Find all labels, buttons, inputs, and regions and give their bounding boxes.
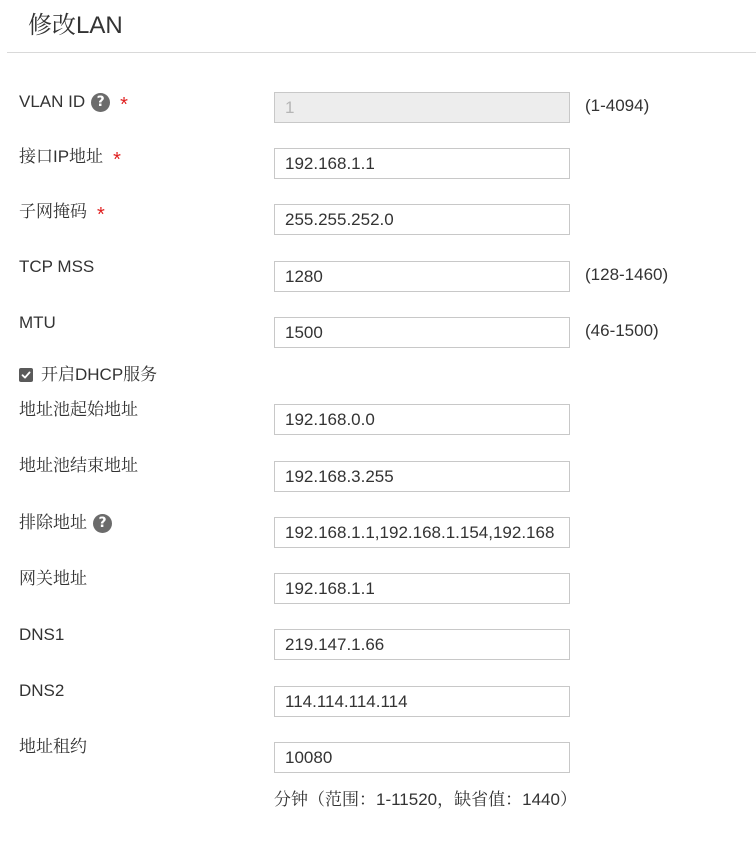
dns2-label-text: DNS2 <box>19 681 65 700</box>
vlan-id-input <box>274 92 570 123</box>
mtu-label-text: MTU <box>19 313 56 332</box>
dhcp-checkbox-row[interactable] <box>19 364 157 386</box>
vlan-id-label-text: VLAN ID <box>19 92 86 111</box>
question-circle-icon[interactable]: ? <box>91 93 110 112</box>
pool-end-label <box>19 455 138 477</box>
lease-label <box>19 736 87 758</box>
vlan-id-range: (1-4094) <box>585 96 650 115</box>
required-asterisk: * <box>113 149 121 171</box>
interface-ip-input[interactable] <box>274 148 570 179</box>
tcp-mss-label-text: TCP MSS <box>19 257 95 276</box>
gateway-label-text: 网关地址 <box>19 569 87 588</box>
dns2-label <box>19 680 64 702</box>
pool-end-input[interactable] <box>274 461 570 492</box>
subnet-mask-label <box>19 201 105 226</box>
check-icon <box>21 370 31 380</box>
mtu-input[interactable] <box>274 317 570 348</box>
vlan-id-label <box>19 91 128 116</box>
dns1-label-text: DNS1 <box>19 625 65 644</box>
required-asterisk: * <box>97 204 105 226</box>
lease-input[interactable] <box>274 742 570 773</box>
interface-ip-label <box>19 146 121 171</box>
gateway-input[interactable] <box>274 573 570 604</box>
mtu-range: (46-1500) <box>585 321 659 340</box>
excluded-label <box>19 512 112 534</box>
tcp-mss-range: (128-1460) <box>585 265 669 284</box>
question-circle-icon[interactable]: ? <box>93 514 112 533</box>
required-asterisk: * <box>120 94 128 116</box>
page-title: 修改LAN <box>28 12 123 39</box>
tcp-mss-input[interactable] <box>274 261 570 292</box>
title-divider <box>7 52 756 53</box>
pool-end-label-text: 地址池结束地址 <box>19 456 138 475</box>
interface-ip-label-text: 接口IP地址 <box>19 147 104 166</box>
excluded-input[interactable] <box>274 517 570 548</box>
dns1-input[interactable] <box>274 629 570 660</box>
subnet-mask-input[interactable] <box>274 204 570 235</box>
mtu-label <box>19 312 56 334</box>
pool-start-label-text: 地址池起始地址 <box>19 400 138 419</box>
tcp-mss-label <box>19 256 94 278</box>
dhcp-checkbox[interactable] <box>19 368 33 382</box>
excluded-label-text: 排除地址 <box>19 513 87 532</box>
subnet-mask-label-text: 子网掩码 <box>19 202 87 221</box>
dns1-label <box>19 624 64 646</box>
pool-start-input[interactable] <box>274 404 570 435</box>
lease-label-text: 地址租约 <box>19 737 87 756</box>
lease-hint: 分钟（范围：1-11520，缺省值：1440） <box>274 790 577 809</box>
dhcp-checkbox-label: 开启DHCP服务 <box>41 365 158 384</box>
gateway-label <box>19 568 87 590</box>
pool-start-label <box>19 399 138 421</box>
dns2-input[interactable] <box>274 686 570 717</box>
